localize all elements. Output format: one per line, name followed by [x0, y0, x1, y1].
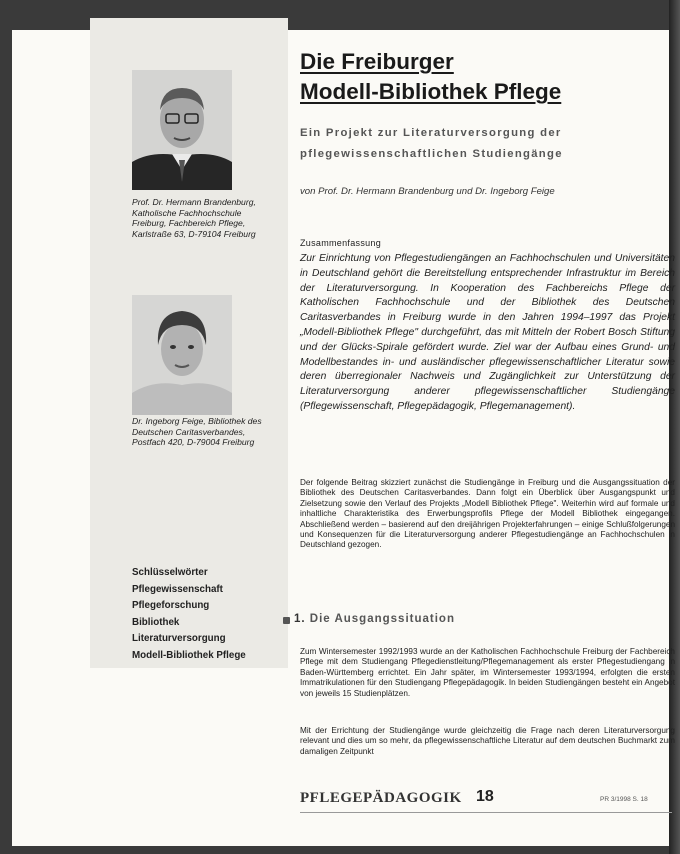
- section-title: Die Ausgangssituation: [309, 613, 455, 625]
- title-line-1: Die Freiburger: [300, 49, 454, 74]
- author2-photo: [132, 295, 232, 415]
- abstract-text: Zur Einrichtung von Pflegestudiengängen an Fachhochschulen und Universitäten in Deutschland gehört die Bereitstellung entsprechender Infrastruktur im Bereich der Literaturversorgung. In Kooperation des Fachbereichs Pflege der Katholischen Fachhochschule und der Bibliothek des Deutschen Caritasverbandes in Freiburg wurde in den Jahren 1994–1997 das Projekt „Modell-Bibliothek Pflege" durchgeführt, das mit Mitteln der Robert Bosch Stiftung und der Glücks-Spirale gefördert wurde. Ziel war der Aufbau eines Grund- und Modellbestandes in- und ausländischer pflegewissenschaftlicher Literatur sowie deren überregionaler Nachweis und Zugänglichkeit zur Unterstützung der Literaturversorgung anderer pflegewissenschaftlicher Studiengänge (Pflegewissenschaft, Pflegepädagogik, Pflegemanagement).: [300, 253, 675, 412]
- keyword-item: Pflegeforschung: [132, 600, 210, 611]
- author1-caption: Prof. Dr. Hermann Brandenburg, Katholische Fachhochschule Freiburg, Fachbereich Pflege, Karlstraße 63, D-79104 Freiburg: [132, 197, 256, 239]
- keywords-heading: Schlüsselwörter: [132, 567, 208, 578]
- footer-rule: [300, 812, 672, 813]
- article-title: [300, 47, 680, 107]
- author1-photo: [132, 70, 232, 190]
- keyword-item: Bibliothek: [132, 616, 180, 628]
- section-bullet-icon: [283, 617, 290, 624]
- footer-reference: PR 3/1998 S. 18: [600, 796, 648, 803]
- body-paragraph: Mit der Errichtung der Studiengänge wurde gleichzeitig die Frage nach deren Literaturversorgung relevant und dies um so mehr, da pflegewissenschaftliche Literatur auf dem deutschen Buchmarkt zum damaligen Zeitpunkt: [300, 726, 675, 756]
- abstract-heading: Zusammenfassung: [300, 238, 382, 248]
- intro-paragraph: Der folgende Beitrag skizziert zunächst die Studiengänge in Freiburg und die Ausgangssituation der Bibliothek des Deutschen Caritasverbandes. Dann folgt ein Überblick über Ausgangspunkt und Zielsetzung sowie den Verlauf des Projekts „Modell Bibliothek Pflege". Weiterhin wird auf formale und inhaltliche Charakteristika des Erwerbungsprofils Pflege der Modell Bibliothek eingegangen. Abschließend werden – basierend auf den dreijährigen Projekterfahrungen – einige Schlußfolgerungen und Konsequenzen für die Literaturversorgung anderer Pflegestudiengänge an Fachhochschulen in Deutschland gezogen.: [300, 478, 675, 550]
- keyword-item: Modell-Bibliothek Pflege: [132, 649, 246, 661]
- page-number: 18: [476, 788, 494, 805]
- keyword-item: Literaturversorgung: [132, 633, 226, 644]
- keyword-item: Pflegewissenschaft: [132, 583, 223, 595]
- journal-name: PFLEGEPÄDAGOGIK: [300, 790, 462, 806]
- author2-caption: Dr. Ingeborg Feige, Bibliothek des Deutschen Caritasverbandes, Postfach 420, D-79004 Freiburg: [132, 416, 262, 447]
- subtitle-line-2: pflegewissenschaftlichen Studiengänge: [300, 148, 563, 160]
- keyword-list: [132, 565, 282, 664]
- author-line: von Prof. Dr. Hermann Brandenburg und Dr. Ingeborg Feige: [300, 186, 555, 197]
- body-paragraph: Zum Wintersemester 1992/1993 wurde an der Katholischen Fachhochschule Freiburg der Fachbereich Pflege mit dem Studiengang Pflegedienstleitung/Pflegemanagement als erster Pflegestudiengang in Baden-Württemberg errichtet. Ein Jahr später, im Wintersemester 1993/1994, erfolgten die ersten Immatrikulationen für den Studiengang Pflegepädagogik. In beiden Studiengängen besteht ein Angebot von jeweils 15 Studienplätzen.: [300, 647, 675, 698]
- section-heading: [294, 613, 455, 625]
- subtitle-line-1: Ein Projekt zur Literaturversorgung der: [300, 127, 562, 139]
- article-subtitle: [300, 123, 680, 165]
- title-line-2: Modell-Bibliothek Pflege: [300, 79, 562, 104]
- section-number: 1.: [294, 613, 306, 625]
